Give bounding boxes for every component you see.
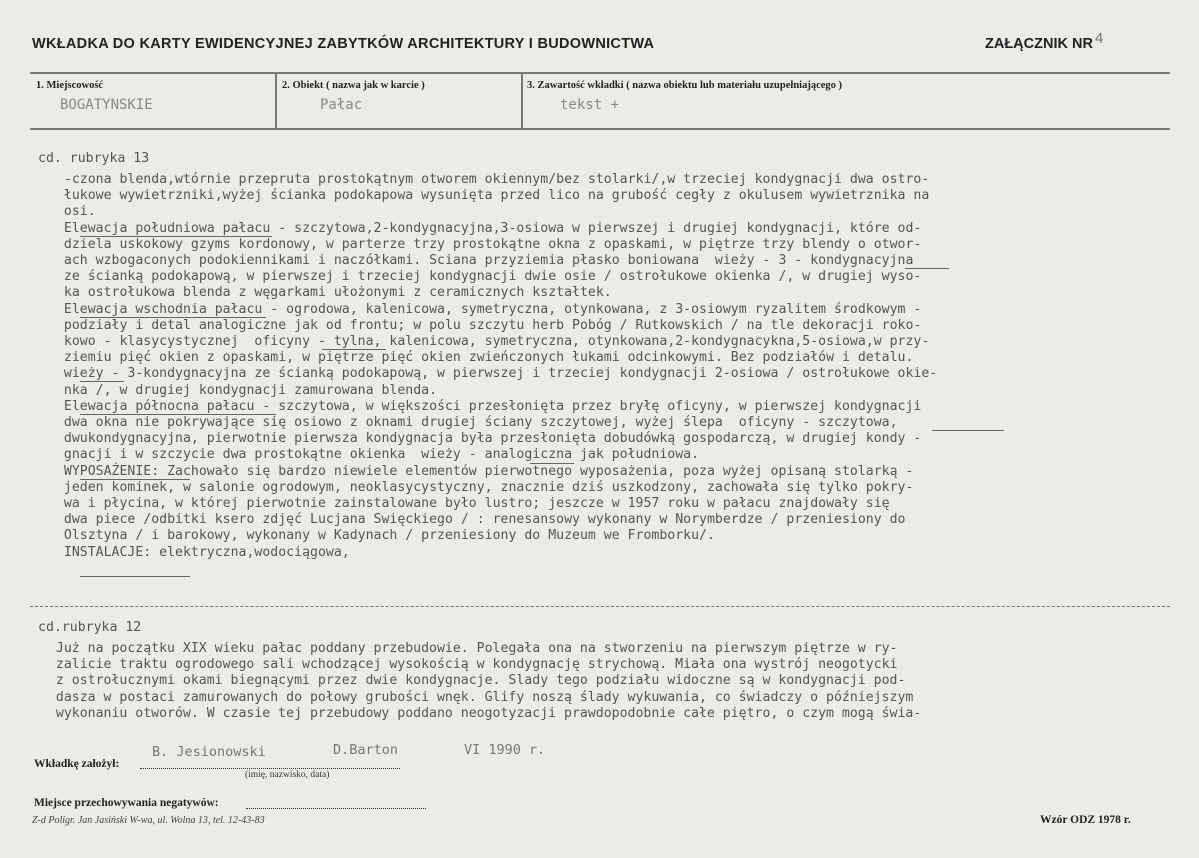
text-line: osi. xyxy=(48,204,96,220)
text-line: zalicie traktu ogrodowego sali wchodzącej wysokością w kondygnację strychową. Miała ona wystrój neogotycki xyxy=(40,657,898,673)
table-divider-2 xyxy=(521,72,523,129)
founded-label: Wkładkę założył: xyxy=(34,758,120,770)
founded-sublabel: (imię, nazwisko, data) xyxy=(245,770,330,780)
underline-oficyny-1 xyxy=(322,349,386,350)
section-separator xyxy=(30,606,1170,607)
underline-wyposazenie xyxy=(80,479,190,480)
text-line: ka ostrołukowa blenda z węgarkami ułożonymi z ceramicznych kształtek. xyxy=(48,285,612,301)
object-value: Pałac xyxy=(320,97,363,113)
object-label: 2. Obiekt ( nazwa jak w karcie ) xyxy=(282,80,425,91)
text-line: ze ścianką podokapową, w pierwszej i trzeciej kondygnacji dwie osie / ostrołukowe okienka /, w drugiej wyso- xyxy=(48,269,922,285)
underline-oficyny-2 xyxy=(932,430,1004,431)
form-title: WKŁADKA DO KARTY EWIDENCYJNEJ ZABYTKÓW ARCHITEKTURY I BUDOWNICTWA xyxy=(32,36,655,52)
table-bottom-border xyxy=(30,128,1170,130)
text-line: dwa okna nie pokrywające się osiowo z oknami drugiej ściany szczytowej, wyżej ślepa oficyny - szczytowa, xyxy=(48,415,898,430)
content-value: tekst + xyxy=(560,97,620,113)
text-line: WYPOSAŻENIE: Zachowało się bardzo niewiele elementów pierwotnego wyposażenia, poza wyżej opisaną stolarką - xyxy=(48,463,914,479)
text-line: INSTALACJE: elektryczna,wodociągowa, xyxy=(48,544,350,560)
text-line: Elewacja wschodnia pałacu - ogrodowa, kalenicowa, symetryczna, otynkowana, z 3-osiowym ryzalitem środkowym - xyxy=(48,301,922,317)
text-line: dwa piece /odbitki ksero zdjęć Lucjana Swięckiego / : renesansowy wykonany w Norymberdze / przeniesiony do xyxy=(48,512,906,528)
text-line: ach wzbogaconych podokiennikami i naczółkami. Sciana przyziemia płasko boniowana wieży - 3 - kondygnacyjna xyxy=(48,253,914,268)
section2-heading: cd.rubryka 12 xyxy=(38,620,142,635)
text-line: wa i płycina, w której pierwotnie zainstalowane było lustro; jeszcze w 1957 roku w pałacu znajdowały się xyxy=(48,496,890,511)
table-divider-1 xyxy=(275,72,277,129)
founder-1: B. Jesionowski xyxy=(152,744,266,760)
underline-wiezy-2 xyxy=(80,381,124,382)
text-line: podziały i detal analogiczne jak od frontu; w polu szczytu herb Pobóg / Rutkowskich / na tle dekoracji roko- xyxy=(48,317,922,333)
text-line: wieży - 3-kondygnacyjna ze ścianką podokapową, w pierwszej i trzeciej kondygnacji 2-osiowa / ostrołukowe okie- xyxy=(48,366,938,382)
text-line: dwukondygnacyjna, pierwotnie pierwsza kondygnacja była przesłonięta dobudówką gospodarczą, w drugiej kondy - xyxy=(48,431,922,447)
text-line: Elewacja północna pałacu - szczytowa, w większości przesłonięta przez bryłę oficyny, w pierwszej kondygnacji xyxy=(48,398,922,414)
attachment-label: ZAŁĄCZNIK NR xyxy=(985,36,1093,52)
section1-heading: cd. rubryka 13 xyxy=(38,151,150,166)
underline-elewacja-wschodnia xyxy=(80,317,266,318)
text-line: z ostrołucznymi okami biegnącymi przez dwie kondygnacje. Slady tego podziału widoczne są w kondygnacji pod- xyxy=(40,673,906,689)
text-line: Już na początku XIX wieku pałac poddany przebudowie. Polegała ona na stworzeniu na pierwszym piętrze w ry- xyxy=(40,641,898,656)
text-line: jeden kominek, w salonie ogrodowym, neoklasycystyczny, znacznie dziś uszkodzony, zachowała się tylko pokry- xyxy=(48,479,914,495)
text-line: Olsztyna / i barokowy, wykonany w Kadynach / przeniesiony do Muzeum we Fromborku/. xyxy=(48,528,715,544)
text-line: gnacji i w szczycie dwa prostokątne okienka wieży - analogiczna jak południowa. xyxy=(48,447,700,463)
negatives-label: Miejsce przechowywania negatywów: xyxy=(34,797,219,809)
text-line: -czona blenda,wtórnie przepruta prostokątnym otworem okiennym/bez stolarki/,w trzeciej kondygnacji dwa ostro- xyxy=(48,172,930,187)
printer-info: Z-d Poligr. Jan Jasiński W-wa, ul. Wolna 13, tel. 12-43-83 xyxy=(32,815,265,826)
table-top-border xyxy=(30,72,1170,74)
text-line: nka /, w drugiej kondygnacji zamurowana blenda. xyxy=(48,382,438,398)
underline-elewacja-poludniowa xyxy=(80,236,272,237)
negatives-dotted-line xyxy=(246,808,426,809)
underline-wiezy-1 xyxy=(905,268,949,269)
text-line: Elewacja południowa pałacu - szczytowa,2-kondygnacyjna,3-osiowa w pierwszej i drugiej kondygnacji, które od- xyxy=(48,220,922,236)
text-line: kowo - klasycystycznej oficyny - tylna, kalenicowa, symetryczna, otynkowana,2-kondygnacykna,5-osiowa,w przy- xyxy=(48,334,930,349)
founder-2: D.Barton xyxy=(333,742,399,758)
underline-wiezy-3 xyxy=(530,463,574,464)
content-label: 3. Zawartość wkładki ( nazwa obiektu lub materiału uzupełniającego ) xyxy=(527,80,843,91)
locality-label: 1. Miejscowość xyxy=(36,80,104,91)
underline-instalacje xyxy=(80,576,190,577)
locality-value: BOGATYNSKIE xyxy=(60,97,153,113)
founded-dotted-line xyxy=(140,768,400,769)
founded-date: VI 1990 r. xyxy=(464,742,546,758)
form-id: Wzór ODZ 1978 r. xyxy=(1040,814,1131,826)
text-line: dziela uskokowy gzyms kordonowy, w parterze trzy prostokątne okna z opaskami, w piętrze trzy blendy o otwor- xyxy=(48,236,922,252)
text-line: łukowe wywietrzniki,wyżej ścianka podokapowa wysunięta przed lico na grubość cegły z okulusem wywietrznika na xyxy=(48,188,930,204)
text-line: wykonaniu otworów. W czasie tej przebudowy poddano neogotyzacji prawdopodobnie całe piętro, o czym mogą świa- xyxy=(40,705,922,721)
text-line: dasza w postaci zamurowanych do połowy grubości wnęk. Glify noszą ślady wykuwania, co świadczy o późniejszym xyxy=(40,689,914,705)
underline-elewacja-polnocna xyxy=(80,414,276,415)
text-line: ziemiu pięć okien z opaskami, w piętrze pięć okien zwieńczonych łukami odcinkowymi. Bez podziałów i detalu. xyxy=(48,350,914,366)
attachment-number: 4 xyxy=(1095,30,1104,47)
